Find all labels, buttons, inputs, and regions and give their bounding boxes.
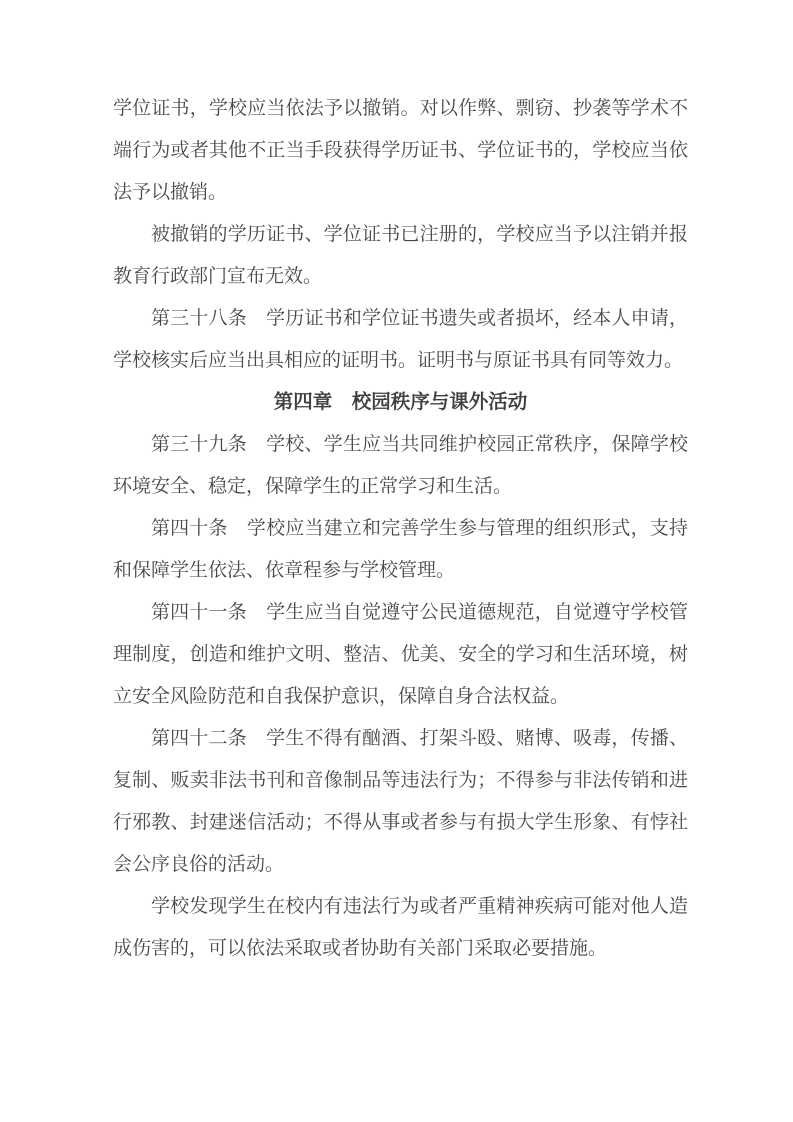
para-revoked-certificate-cancellation: 被撤销的学历证书、学位证书已注册的，学校应当予以注销并报教育行政部门宣布无效。 [113,224,688,287]
document-body-text [113,88,688,970]
para-article-40: 第四十条 学校应当建立和完善学生参与管理的组织形式，支持和保障学生依法、依章程参与学校管理。 [113,518,688,581]
para-article-41: 第四十一条 学生应当自觉遵守公民道德规范，自觉遵守学校管理制度，创造和维护文明、整洁、优美、安全的学习和生活环境，树立安全风险防范和自我保护意识，保障自身合法权益。 [113,602,688,707]
para-article-39: 第三十九条 学校、学生应当共同维护校园正常秩序，保障学校环境安全、稳定，保障学生的正常学习和生活。 [113,434,688,497]
chapter-4-heading: 第四章 校园秩序与课外活动 [273,392,528,413]
para-school-protective-measures: 学校发现学生在校内有违法行为或者严重精神疾病可能对他人造成伤害的，可以依法采取或者协助有关部门采取必要措施。 [113,896,688,959]
para-article-42: 第四十二条 学生不得有酗酒、打架斗殴、赌博、吸毒，传播、复制、贩卖非法书刊和音像制品等违法行为；不得参与非法传销和进行邪教、封建迷信活动；不得从事或者参与有损大学生形象、有悖社会公序良俗的活动。 [113,728,688,875]
para-degree-certificate-revocation: 学位证书，学校应当依法予以撤销。对以作弊、剽窃、抄袭等学术不端行为或者其他不正当手段获得学历证书、学位证书的，学校应当依法予以撤销。 [113,98,688,203]
para-article-38: 第三十八条 学历证书和学位证书遗失或者损坏，经本人申请，学校核实后应当出具相应的证明书。证明书与原证书具有同等效力。 [113,308,688,371]
